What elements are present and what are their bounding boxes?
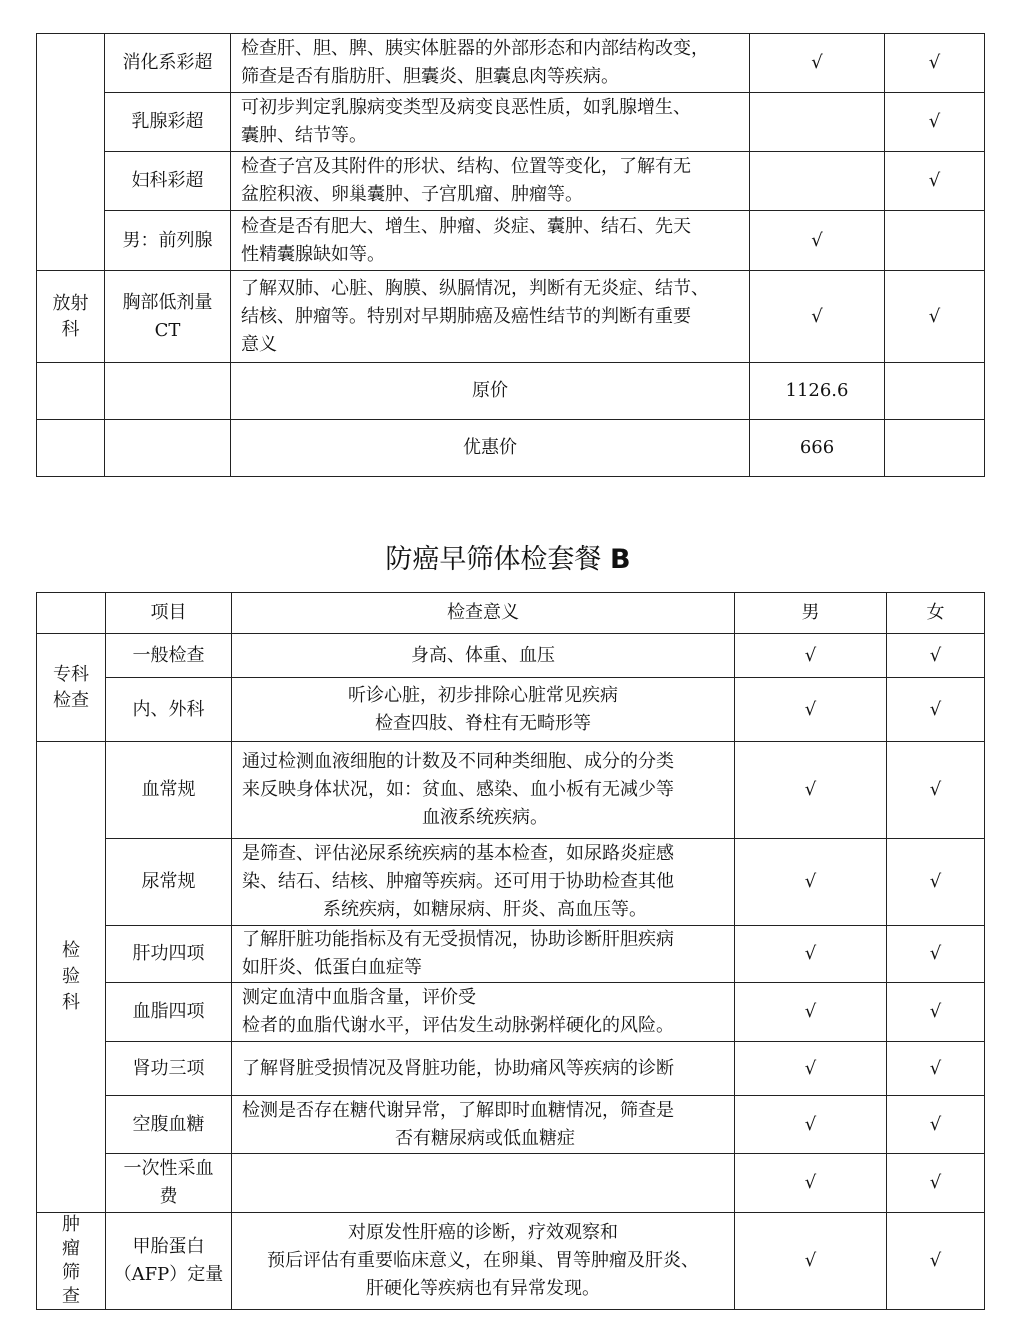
empty-cell [885,420,985,477]
male-check: √ [735,678,887,742]
table-row [37,1154,985,1213]
header-male: 男 [735,593,887,634]
meaning-line: 盆腔积液、卵巢囊肿、子宫肌瘤、肿瘤等。 [241,184,583,205]
meaning-line: 了解肝脏功能指标及有无受损情况，协助诊断肝胆疾病 [242,929,674,950]
discount-price-label: 优惠价 [231,420,750,477]
female-check: √ [887,983,985,1042]
female-check: √ [885,93,985,152]
table-row [37,678,985,742]
package-a-table [36,33,985,477]
item-cell: 内、外科 [106,678,232,742]
category-line: 检 [62,940,80,961]
item-cell: 乳腺彩超 [105,93,231,152]
item-cell: 血常规 [106,742,232,839]
female-check: √ [887,1096,985,1154]
meaning-line: 听诊心脏，初步排除心脏常见疾病 [348,684,618,706]
table-row [37,742,985,839]
price-row [37,420,985,477]
item-cell: 消化系彩超 [105,34,231,93]
empty-cell [105,363,231,420]
table-row [37,1042,985,1096]
item-cell: 肾功三项 [106,1042,232,1096]
item-cell: 一般检查 [106,634,232,678]
header-meaning: 检查意义 [232,593,735,634]
meaning-line: 身高、体重、血压 [411,644,555,666]
female-check: √ [887,1154,985,1213]
header-row [37,593,985,634]
table-row [37,1213,985,1310]
empty-cell [37,593,106,634]
meaning-line: 检查是否有肥大、增生、肿瘤、炎症、囊肿、结石、先天 [241,215,691,237]
price-row [37,363,985,420]
category-label: 放射科 [52,292,89,340]
meaning-cell [231,211,750,271]
table-row [37,34,985,93]
item-line: CT [154,319,181,341]
meaning-cell [232,926,735,983]
item-cell: 男：前列腺 [105,211,231,271]
female-check: √ [887,634,985,678]
item-cell: 尿常规 [106,839,232,926]
meaning-cell [231,34,750,93]
original-price-label: 原价 [231,363,750,420]
meaning-line: 了解双肺、心脏、胸膜、纵膈情况，判断有无炎症、结节、 [241,277,709,299]
meaning-line: 染、结石、结核、肿瘤等疾病。还可用于协助检查其他 [242,871,674,892]
meaning-line: 通过检测血液细胞的计数及不同种类细胞、成分的分类 [242,751,674,772]
item-cell: 妇科彩超 [105,152,231,211]
male-check: √ [735,1154,887,1213]
category-cell [37,1213,106,1310]
meaning-cell [232,742,735,839]
meaning-cell [232,634,735,678]
table-row [37,93,985,152]
male-check: √ [750,271,885,363]
female-check: √ [887,1042,985,1096]
category-line: 验 [62,966,80,987]
male-check: √ [735,983,887,1042]
female-check: √ [887,926,985,983]
meaning-line: 肝硬化等疾病也有异常发现。 [366,1278,600,1299]
header-item: 项目 [106,593,232,634]
category-line: 筛 [62,1262,80,1283]
male-check [750,152,885,211]
meaning-line: 检测是否存在糖代谢异常，了解即时血糖情况，筛查是 [242,1099,674,1121]
male-check: √ [735,1213,887,1310]
item-cell: 血脂四项 [106,983,232,1042]
category-cell [37,271,105,363]
category-cell [37,34,105,271]
category-line: 肿 [62,1214,80,1235]
table-row [37,634,985,678]
meaning-cell [232,839,735,926]
male-check: √ [750,211,885,271]
female-check: √ [885,34,985,93]
item-line: （AFP）定量 [113,1264,224,1285]
category-cell [37,742,106,1213]
category-line: 科 [62,992,80,1013]
table-row [37,271,985,363]
female-check: √ [887,678,985,742]
meaning-cell [231,152,750,211]
female-check: √ [885,152,985,211]
meaning-line: 否有糖尿病或低血糖症 [395,1127,575,1149]
meaning-cell [231,271,750,363]
meaning-line: 可初步判定乳腺病变类型及病变良恶性质，如乳腺增生、 [241,97,691,118]
male-check: √ [735,839,887,926]
female-check: √ [887,839,985,926]
category-cell [37,634,106,742]
male-check: √ [735,634,887,678]
meaning-line: 意义 [241,333,277,355]
meaning-line: 性精囊腺缺如等。 [241,243,385,265]
meaning-line: 预后评估有重要临床意义，在卵巢、胃等肿瘤及肝炎、 [267,1250,699,1271]
male-check: √ [735,1096,887,1154]
meaning-line: 是筛查、评估泌尿系统疾病的基本检查，如尿路炎症感 [242,843,674,864]
meaning-line: 筛查是否有脂肪肝、胆囊炎、胆囊息肉等疾病。 [241,66,619,87]
meaning-line: 如肝炎、低蛋白血症等 [242,957,422,978]
item-text: 一次性采血费 [123,1158,214,1207]
category-line: 专科 [53,663,89,685]
meaning-line: 对原发性肝癌的诊断，疗效观察和 [348,1222,618,1243]
package-b-title [0,540,1016,580]
female-check: √ [887,742,985,839]
meaning-line: 检查肝、胆、脾、胰实体脏器的外部形态和内部结构改变， [241,38,709,59]
male-check: √ [750,34,885,93]
meaning-line: 系统疾病，如糖尿病、肝炎、高血压等。 [323,899,647,920]
male-check: √ [735,1042,887,1096]
meaning-line: 血液系统疾病。 [422,807,548,828]
male-check: √ [735,926,887,983]
female-check [885,211,985,271]
item-cell [106,1213,232,1310]
meaning-line: 测定血清中血脂含量，评价受 [242,987,476,1008]
male-check [750,93,885,152]
empty-cell [37,363,105,420]
meaning-line: 来反映身体状况，如：贫血、感染、血小板有无减少等 [242,779,674,800]
category-line: 查 [62,1286,80,1307]
category-line: 瘤 [62,1238,80,1259]
meaning-line: 检者的血脂代谢水平，评估发生动脉粥样硬化的风险。 [242,1015,674,1036]
item-line: 甲胎蛋白 [132,1236,205,1257]
item-cell [106,1154,232,1213]
item-cell: 空腹血糖 [106,1096,232,1154]
item-cell [105,271,231,363]
male-check: √ [735,742,887,839]
discount-price: 666 [750,420,885,477]
empty-cell [105,420,231,477]
meaning-cell [232,678,735,742]
header-female: 女 [887,593,985,634]
empty-cell [37,420,105,477]
meaning-line: 检查四肢、脊柱有无畸形等 [375,712,591,734]
meaning-line: 结核、肿瘤等。特别对早期肺癌及癌性结节的判断有重要 [241,305,691,327]
meaning-line: 囊肿、结节等。 [241,125,367,146]
title-suffix: B [610,544,631,575]
meaning-cell [232,1096,735,1154]
meaning-cell [232,1042,735,1096]
meaning-line: 检查子宫及其附件的形状、结构、位置等变化，了解有无 [241,156,691,177]
female-check: √ [887,1213,985,1310]
table-row [37,983,985,1042]
original-price: 1126.6 [750,363,885,420]
item-cell: 肝功四项 [106,926,232,983]
meaning-cell [232,1213,735,1310]
meaning-cell [232,1154,735,1213]
table-row [37,1096,985,1154]
item-line: 胸部低剂量 [122,291,213,313]
category-line: 检查 [53,689,89,711]
table-row [37,152,985,211]
empty-cell [885,363,985,420]
meaning-cell [231,93,750,152]
package-b-table [36,592,985,1310]
meaning-cell [232,983,735,1042]
table-row [37,211,985,271]
meaning-line: 了解肾脏受损情况及肾脏功能，协助痛风等疾病的诊断 [242,1057,674,1079]
female-check: √ [885,271,985,363]
table-row [37,926,985,983]
title-text: 防癌早筛体检套餐 [385,544,602,575]
table-row [37,839,985,926]
